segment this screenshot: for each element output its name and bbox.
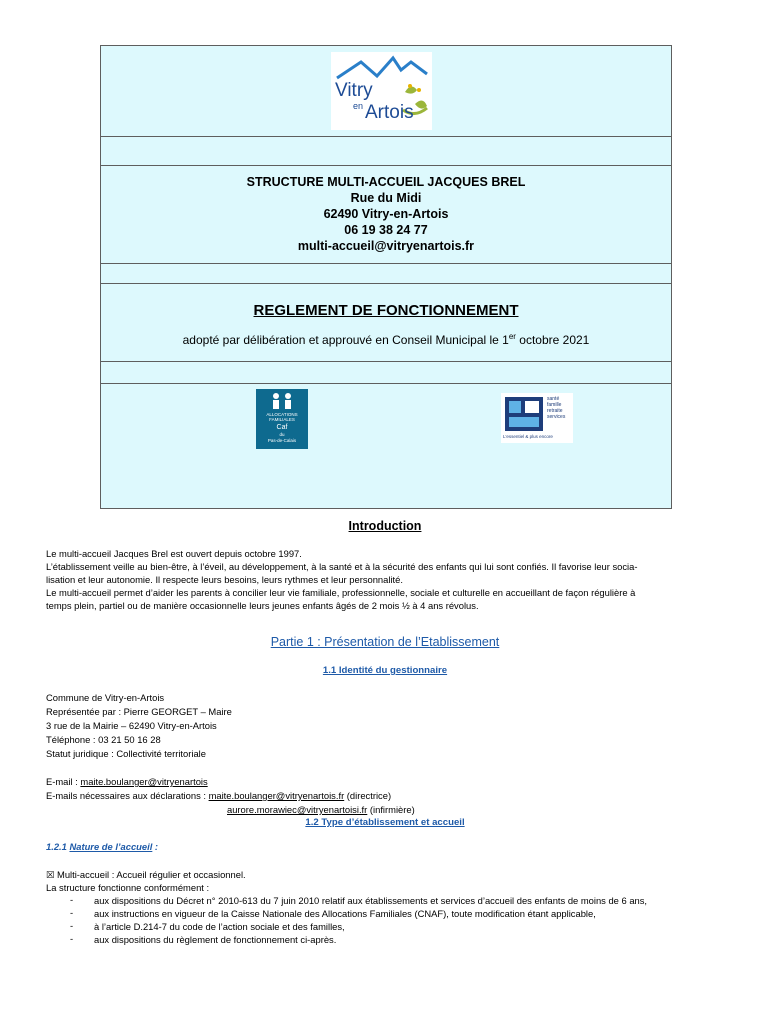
msa-line3: retraite <box>547 408 563 414</box>
email-line <box>46 775 208 788</box>
partners-row <box>101 384 671 508</box>
spacer-row <box>101 362 671 384</box>
msa-line2: famille <box>547 402 562 408</box>
emails-label: E-mails nécessaires aux déclarations : <box>46 790 209 801</box>
bullet-dash: - <box>70 907 74 918</box>
structure-name: STRUCTURE MULTI-ACCUEIL JACQUES BREL <box>246 175 526 189</box>
bullet-item-3: à l’article D.214-7 du code de l’action sociale et des familles, <box>94 921 345 932</box>
bullet-dash: - <box>70 894 74 905</box>
sub-number: 1.2.1 <box>46 841 70 852</box>
email-infirmiere-role: (infirmière) <box>367 804 415 815</box>
bullet-item-4: aux dispositions du règlement de fonctionnement ci-après. <box>94 934 337 945</box>
intro-line-5: temps plein, partiel ou de manière occasionnelle leurs jeunes enfants âgés de 2 mois ½ à 4 ans révolus. <box>46 600 479 611</box>
bullet-item-2: aux instructions en vigueur de la Caisse Nationale des Allocations Familiales (CNAF), toute modification étant applicable, <box>94 908 596 919</box>
address-row <box>101 166 671 264</box>
msa-logo <box>501 393 573 443</box>
checked-box-icon[interactable]: ☒ <box>46 869 55 880</box>
caf-line2: FAMILIALES <box>269 417 295 422</box>
intro-line-2: L’établissement veille au bien-être, à l’éveil, au développement, à la santé et à la sécurité des enfants qui lui sont confiés. Il favorise leur socia- <box>46 561 638 572</box>
family-icon <box>256 389 308 411</box>
caf-logo <box>256 389 308 449</box>
email-directrice-role: (directrice) <box>344 790 392 801</box>
doc-title: REGLEMENT DE FONCTIONNEMENT <box>253 302 519 319</box>
msa-line1: santé <box>547 396 560 402</box>
subtitle-date: octobre 2021 <box>515 333 590 347</box>
email-infirmiere-link[interactable]: aurore.morawiec@vitryenartoisi.fr <box>227 804 368 815</box>
subtitle-sup: er <box>508 332 516 341</box>
part1-heading: Partie 1 : Présentation de l’Etablissement <box>270 635 500 649</box>
msa-line4: services <box>547 414 566 420</box>
spacer-row <box>101 137 671 166</box>
checkbox-label: Multi-accueil : Accueil régulier et occasionnel. <box>54 869 246 880</box>
structure-address <box>101 174 671 254</box>
gestion-line-3: 3 rue de la Mairie – 62490 Vitry-en-Artois <box>46 720 217 731</box>
structure-email: multi-accueil@vitryenartois.fr <box>297 239 475 253</box>
email-link[interactable]: maite.boulanger@vitryenartois <box>80 776 208 787</box>
doc-subtitle <box>101 332 671 347</box>
gestion-line-5: Statut juridique : Collectivité territoriale <box>46 748 206 759</box>
spacer-row <box>101 264 671 284</box>
sub-colon: : <box>152 841 159 852</box>
bullet-dash: - <box>70 933 74 944</box>
intro-line-3: lisation et leur autonomie. Il respecte leurs besoins, leurs rythmes et leur personnalité. <box>46 574 403 585</box>
caf-line5: Pas-de-Calais <box>267 438 297 443</box>
section-1-2-1-heading <box>46 841 158 852</box>
gestion-line-1: Commune de Vitry-en-Artois <box>46 692 165 703</box>
logo-text-en: en <box>353 101 364 111</box>
bullet-dash: - <box>70 920 74 931</box>
bullet-item-1: aux dispositions du Décret n° 2010-613 du 7 juin 2010 relatif aux établissements et services d’accueil des enfants de moins de 6 ans, <box>94 895 648 906</box>
gestion-line-2: Représentée par : Pierre GEORGET – Maire <box>46 706 232 717</box>
msa-icon <box>501 393 547 433</box>
email-infirmiere-line <box>227 803 415 816</box>
checkbox-line <box>46 868 246 881</box>
gestion-line-4: Téléphone : 03 21 50 16 28 <box>46 734 161 745</box>
email-directrice-link[interactable]: maite.boulanger@vitryenartois.fr <box>208 790 345 801</box>
sub-title: Nature de l’accueil <box>69 841 153 852</box>
caf-line4: du <box>279 432 285 437</box>
structure-phone: 06 19 38 24 77 <box>344 223 428 237</box>
lead-line: La structure fonctionne conformément : <box>46 882 210 893</box>
msa-text <box>547 396 565 420</box>
logo-row <box>101 46 671 137</box>
intro-line-1: Le multi-accueil Jacques Brel est ouvert depuis octobre 1997. <box>46 548 302 559</box>
structure-city: 62490 Vitry-en-Artois <box>323 207 449 221</box>
logo-text-artois: Artois <box>365 102 414 123</box>
section-1-1-heading: 1.1 Identité du gestionnaire <box>322 665 448 676</box>
logo-text-vitry: Vitry <box>335 80 373 101</box>
structure-street: Rue du Midi <box>350 191 422 205</box>
header-banner <box>100 45 672 509</box>
title-row <box>101 284 671 362</box>
msa-tagline: L'essentiel & plus encore <box>503 434 553 439</box>
vitry-logo <box>331 52 432 130</box>
intro-heading: Introduction <box>348 519 422 533</box>
emails-line <box>46 789 391 802</box>
email-label: E-mail : <box>46 776 81 787</box>
caf-line3: Caf <box>276 424 288 431</box>
intro-line-4: Le multi-accueil permet d’aider les parents à concilier leur vie familiale, professionnelle, sociale et culturelle en accueillant de façon régulière à <box>46 587 636 598</box>
section-1-2-heading: 1.2 Type d’établissement et accueil <box>305 817 465 828</box>
caf-line1: ALLOCATIONS <box>266 412 298 417</box>
subtitle-text: adopté par délibération et approuvé en Conseil Municipal le 1 <box>182 333 509 347</box>
